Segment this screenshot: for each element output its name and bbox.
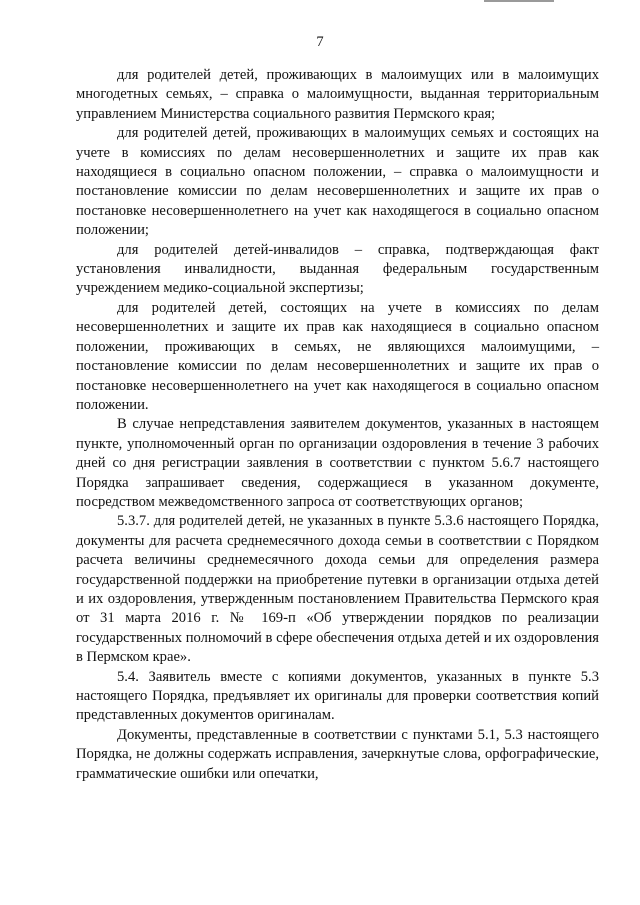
paragraph-document-requirements: Документы, представленные в соответствии с пунктами 5.1, 5.3 настоящего Порядка, не должны содержать исправления, зачеркнутые слова, орфографические, грамматические ошибки или опечатки, bbox=[76, 726, 599, 782]
document-body bbox=[76, 66, 599, 784]
paragraph-low-income-families: для родителей детей, проживающих в малоимущих или в малоимущих многодетных семьях, – справка о малоимущности, выданная территориальным управлением Министерства социального развития Пермского края; bbox=[76, 67, 599, 122]
top-edge-mark bbox=[484, 0, 554, 2]
page-number: 7 bbox=[316, 34, 324, 50]
paragraph-non-submission: В случае непредставления заявителем документов, указанных в настоящем пункте, уполномоченный орган по организации оздоровления в течение 3 рабочих дней со дня регистрации заявления в соответствии с пунктом 5.6.7 настоящего Порядка запрашивает сведения, содержащиеся в указанном документе, посредством межведомственного запроса от соответствующих органов; bbox=[76, 416, 599, 510]
paragraph-5-3-7: 5.3.7. для родителей детей, не указанных в пункте 5.3.6 настоящего Порядка, документы для расчета среднемесячного дохода семьи в соответствии с Порядком расчета величины среднемесячного дохода семьи для определения размера государственной поддержки на приобретение путевки в организации отдыха детей и их оздоровления, утвержденным постановлением Правительства Пермского края от 31 марта 2016 г. № 169-п «Об утверждении порядков по реализации государственных полномочий в сфере обеспечения отдыха детей и их оздоровления в Пермском крае». bbox=[76, 513, 599, 666]
paragraph-low-income-at-risk: для родителей детей, проживающих в малоимущих семьях и состоящих на учете в комиссиях по делам несовершеннолетних и защите их прав как находящиеся в социально опасном положении, – справка о малоимущности и постановление комиссии по делам несовершеннолетних и защите их прав о постановке несовершеннолетнего на учет как находящегося в социально опасном положении; bbox=[76, 125, 599, 239]
paragraph-at-risk-not-low-income: для родителей детей, состоящих на учете в комиссиях по делам несовершеннолетних и защите их прав как находящиеся в социально опасном положении, проживающих в семьях, не являющихся малоимущими, – постановление комиссии по делам несовершеннолетних и защите их прав о постановке несовершеннолетнего на учет как находящегося в социально опасном положении. bbox=[76, 299, 599, 413]
paragraph-5-4: 5.4. Заявитель вместе с копиями документов, указанных в пункте 5.3 настоящего Порядка, предъявляет их оригиналы для проверки соответствия копий представленных документов оригиналам. bbox=[76, 668, 599, 724]
paragraph-disabled-children: для родителей детей-инвалидов – справка, подтверждающая факт установления инвалидности, выданная федеральным государственным учреждением медико-социальной экспертизы; bbox=[76, 241, 599, 297]
